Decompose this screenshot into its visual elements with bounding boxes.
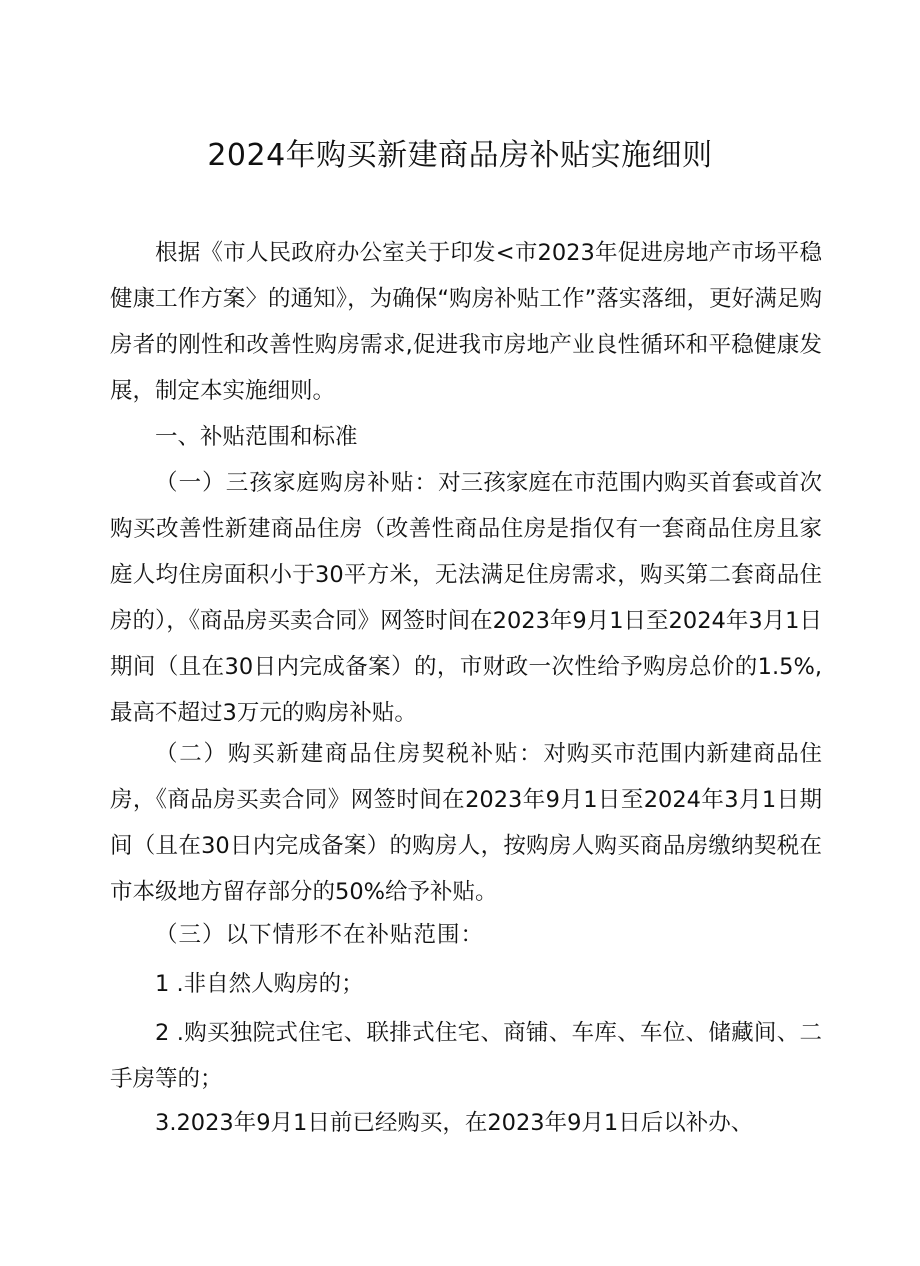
document-title: 2024年购买新建商品房补贴实施细则 <box>207 138 713 173</box>
subsidy-item-3-label: （三）以下情形不在补贴范围： <box>155 922 485 948</box>
section-heading: 一、补贴范围和标准 <box>155 424 358 450</box>
exclusion-item-2: 2 .购买独院式住宅、联排式住宅、商铺、车库、车位、储藏间、二手房等的； <box>110 1020 822 1092</box>
subsidy-item-2-label: （二）购买新建商品住房契税补贴： <box>155 741 544 767</box>
intro-paragraph: 根据《市人民政府办公室关于印发<市2023年促进房地产市场平稳健康工作方案〉的通知》，为确保“购房补贴工作”落实落细，更好满足购房者的刚性和改善性购房需求,促进我市房地产业良性循环和平稳健康发展，制定本实施细则。 <box>110 240 822 404</box>
exclusion-item-3: 3.2023年9月1日前已经购买，在2023年9月1日后以补办、 <box>155 1110 754 1136</box>
subsidy-item-3 <box>110 912 822 958</box>
exclusion-item-1: 1 .非自然人购房的； <box>155 971 364 997</box>
subsidy-item-1 <box>110 460 822 736</box>
subsidy-item-1-text: 对三孩家庭在市范围内购买首套或首次购买改善性新建商品住房（改善性商品住房是指仅有一套商品住房且家庭人均住房面积小于30平方米，无法满足住房需求，购买第二套商品住房的），《商品房买卖合同》网签时间在2023年9月1日至2024年3月1日期间（且在30日内完成备案）的，市财政一次性给予购房总价的1.5%,最高不超过3万元的购房补贴。 <box>110 470 822 726</box>
subsidy-item-1-label: （一）三孩家庭购房补贴： <box>155 470 439 496</box>
subsidy-item-2 <box>110 731 822 915</box>
subsidy-item-2-text: 对购买市范围内新建商品住房，《商品房买卖合同》网签时间在2023年9月1日至2024年3月1日期间（且在30日内完成备案）的购房人，按购房人购买商品房缴纳契税在市本级地方留存部分的50%给予补贴。 <box>110 741 822 905</box>
